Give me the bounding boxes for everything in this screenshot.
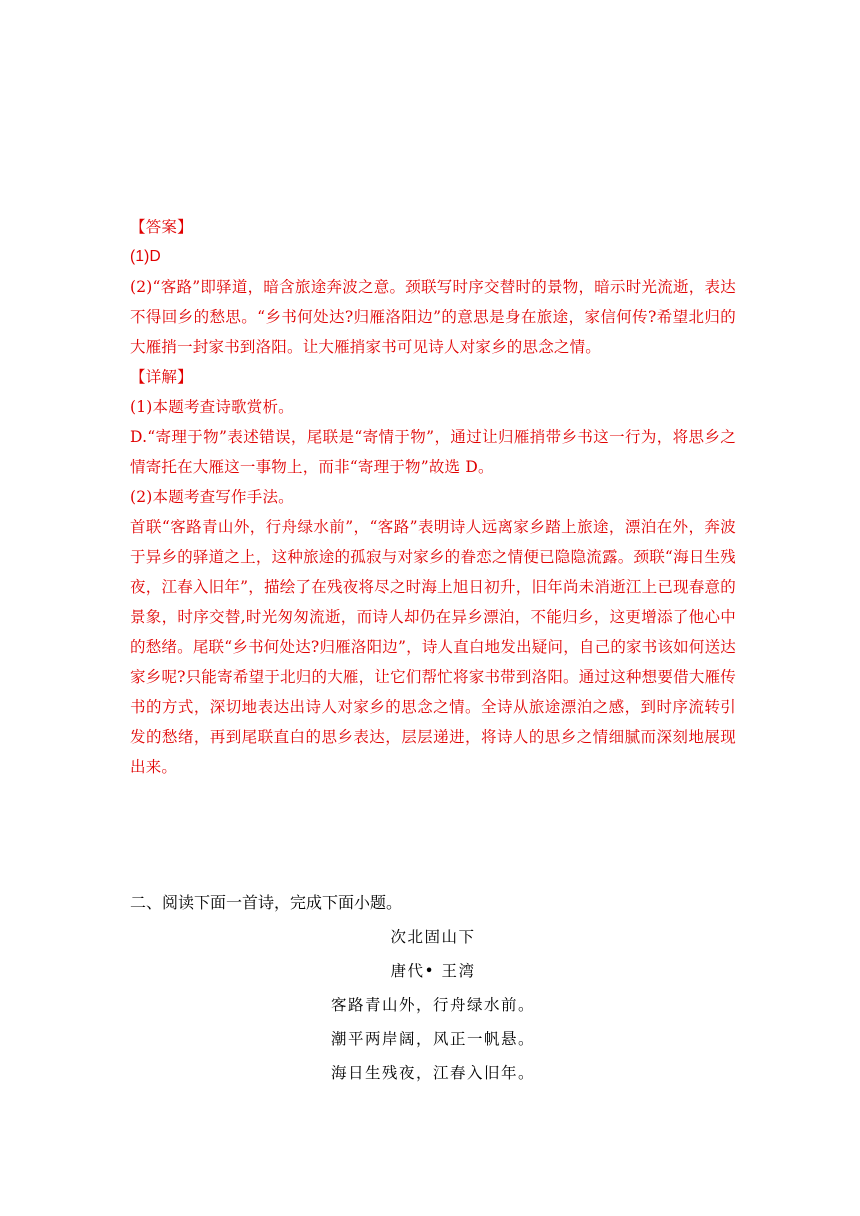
poem-line: 潮平两岸阔，风正一帆悬。 <box>330 1030 535 1048</box>
poem-title: 次北固山下 <box>390 928 476 946</box>
answer-heading: 【答案】 <box>130 218 193 236</box>
poem-line: 海日生残夜，江春入旧年。 <box>330 1064 535 1082</box>
question-title: 二、阅读下面一首诗，完成下面小题。 <box>130 893 403 912</box>
detail-heading: 【详解】 <box>130 368 193 386</box>
answer-part-1: (1)D <box>130 248 161 265</box>
detail-part-2-intro: (2)本题考查写作手法。 <box>130 488 294 506</box>
answer-section <box>130 212 736 782</box>
detail-part-2-body: 首联“客路青山外，行舟绿水前”，“客路”表明诗人远离家乡踏上旅途，漂泊在外，奔波于异乡的驿道之上，这种旅途的孤寂与对家乡的眷恋之情便已隐隐流露。颈联“海日生残夜，江春入旧年”，描绘了在残夜将尽之时海上旭日初升，旧年尚未消逝江上已现春意的景象，时序交替,时光匆匆流逝，而诗人却仍在异乡漂泊，不能归乡，这更增添了他心中的愁绪。尾联“乡书何处达?归雁洛阳边”，诗人直白地发出疑问，自己的家书该如何送达家乡呢?只能寄希望于北归的大雁，让它们帮忙将家书带到洛阳。通过这种想要借大雁传书的方式，深切地表达出诗人对家乡的思念之情。全诗从旅途漂泊之感，到时序流转引发的愁绪，再到尾联直白的思乡表达，层层递进，将诗人的思乡之情细腻而深刻地展现出来。 <box>130 518 736 776</box>
detail-part-1-body: D.“寄理于物”表述错误，尾联是“寄情于物”，通过让归雁捎带乡书这一行为，将思乡之情寄托在大雁这一事物上，而非“寄理于物”故选 D。 <box>130 428 736 476</box>
question-section <box>130 886 736 1090</box>
poem-author: 唐代• 王湾 <box>390 962 476 980</box>
poem-line: 客路青山外，行舟绿水前。 <box>330 996 535 1014</box>
detail-part-1-intro: (1)本题考查诗歌赏析。 <box>130 398 294 416</box>
answer-part-2: (2)“客路”即驿道，暗含旅途奔波之意。颈联写时序交替时的景物，暗示时光流逝，表达不得回乡的愁思。“乡书何处达?归雁洛阳边”的意思是身在旅途，家信何传?希望北归的大雁捎一封家书到洛阳。让大雁捎家书可见诗人对家乡的思念之情。 <box>130 278 736 356</box>
